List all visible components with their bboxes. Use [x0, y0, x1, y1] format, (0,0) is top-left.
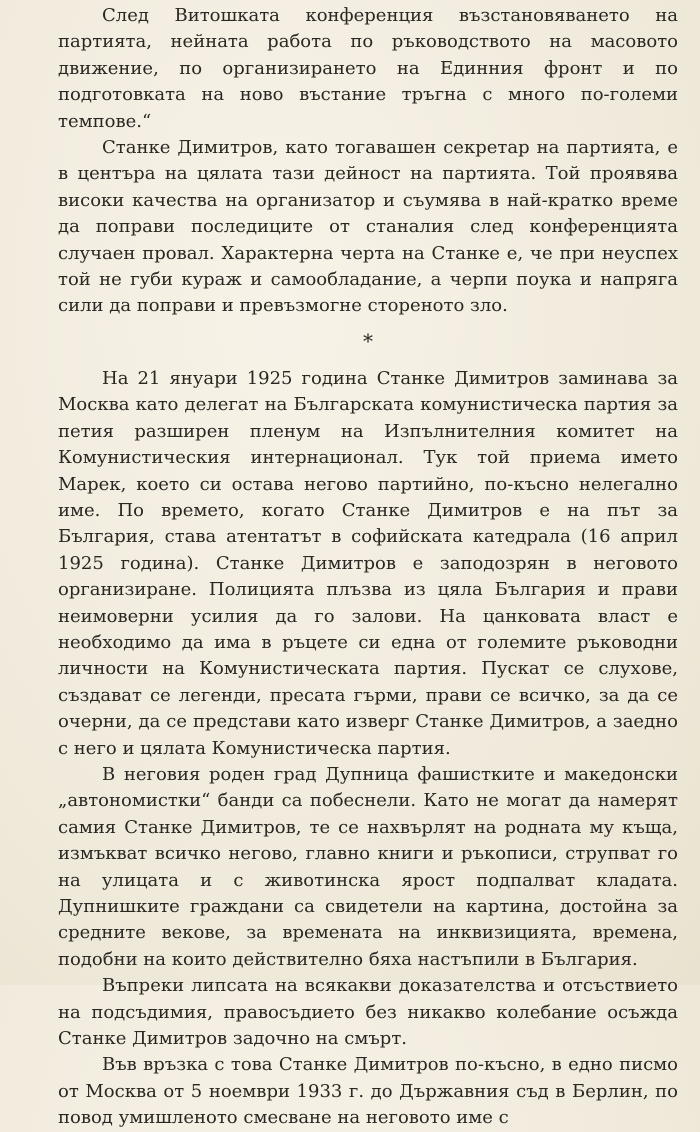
paragraph-3: На 21 януари 1925 година Станке Димитров заминава за Москва като делегат на Българската комунистическа партия за петия разширен пленум на Изпълнителния комитет на Комунистическия интернационал. Тук той приема името Марек, което си остава негово партийно, по-късно нелегално име. По времето, когато Станке Димитров е на път за България, става атентатът в софийската катедрала (16 април 1925 година). Станке Димитров е заподозрян в неговото организиране. Полицията плъзва из цяла България и прави неимоверни усилия да го залови. На цанковата власт е необходимо да има в ръцете си една от големите ръководни личности на Комунистическата партия. Пускат се слухове, създават се легенди, пресата гърми, прави се всичко, за да се очерни, да се представи като изверг Станке Димитров, а заедно с него и цялата Комунистическа партия. — [58, 367, 678, 759]
paragraph-4: В неговия роден град Дупница фашистките и македонски „автономистки“ банди са побеснели. Като не могат да намерят самия Станке Димитров, те се нахвърлят на родната му къща, измъкват всичко негово, главно книги и ръкописи, струпват го на улицата и с животинска ярост подпалват кладата. Дупнишките граждани са свидетели на картина, достойна за средните векове, за времената на инквизицията, времена, подобни на които действително бяха настъпили в България. — [58, 763, 678, 970]
section-separator: * — [363, 328, 373, 353]
paragraph-1: След Витошката конференция възстановяването на партията, нейната работа по ръководството на масовото движение, по организирането на Единния фронт и по подготовката на ново въстание тръгна с много по-големи темпове.“ — [58, 5, 678, 132]
paragraph-6: Във връзка с това Станке Димитров по-късно, в едно писмо от Москва от 5 ноември 1933 г. до Държавния съд в Берлин, по повод умишленото смесване на неговото име с — [58, 1054, 678, 1129]
paragraph-5: Въпреки липсата на всякакви доказателства и отсъствието на подсъдимия, правосъдието без никакво колебание осъжда Станке Димитров задочно на смърт. — [58, 975, 678, 1050]
paragraph-2: Станке Димитров, като тогавашен секретар на партията, е в центъра на цялата тази дейност на партията. Той проявява високи качества на организатор и съумява в най-кратко време да поправи последиците от станалия след конференцията случаен провал. Характерна черта на Станке е, че при неуспех той не губи кураж и самообладание, а черпи поука и напряга сили да поправи и превъзмогне стореното зло. — [58, 137, 678, 317]
